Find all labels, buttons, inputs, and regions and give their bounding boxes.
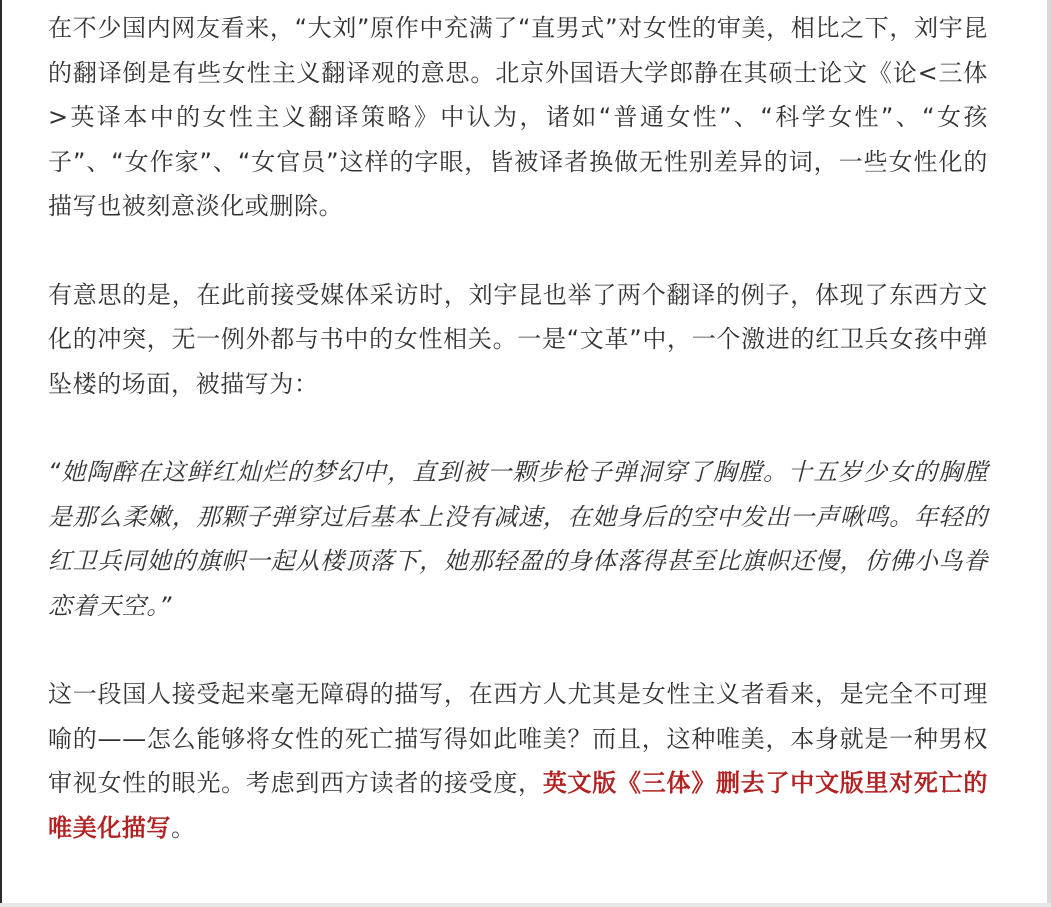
highlighted-conclusion: 英文版《三体》删去了中文版里对死亡的唯美化描写 [48,769,988,842]
paragraph-end-punctuation: 。 [171,813,196,842]
quoted-passage: “她陶醉在这鲜红灿烂的梦幻中，直到被一颗步枪子弹洞穿了胸膛。十五岁少女的胸膛是那么柔嫩，那颗子弹穿过后基本上没有减速，在她身后的空中发出一声啾鸣。年轻的红卫兵同她的旗帜一起从楼顶落下，她那轻盈的身体落得甚至比旗帜还慢，仿佛小鸟眷恋着天空。” [48,458,988,620]
paragraph-western-reception-text: 这一段国人接受起来毫无障碍的描写，在西方人尤其是女性主义者看来，是完全不可理喻的——怎么能够将女性的死亡描写得如此唯美？而且，这种唯美，本身就是一种男权审视女性的眼光。考虑到西方读者的接受度， [48,680,988,797]
bottom-frame-edge [0,903,1051,907]
left-frame-edge [0,0,2,907]
right-frame-edge [1047,0,1051,907]
paragraph-western-reception [48,672,988,850]
paragraph-feminist-translation: 在不少国内网友看来，“大刘”原作中充满了“直男式”对女性的审美，相比之下，刘宇昆的翻译倒是有些女性主义翻译观的意思。北京外国语大学郎静在其硕士论文《论<三体>英译本中的女性主义翻译策略》中认为，诸如“普通女性”、“科学女性”、“女孩子”、“女作家”、“女官员”这样的字眼，皆被译者换做无性别差异的词，一些女性化的描写也被刻意淡化或删除。 [48,14,988,220]
paragraph-translation-examples: 有意思的是，在此前接受媒体采访时，刘宇昆也举了两个翻译的例子，体现了东西方文化的冲突，无一例外都与书中的女性相关。一是“文革”中，一个激进的红卫兵女孩中弹坠楼的场面，被描写为： [48,280,988,398]
article-body [48,6,988,850]
